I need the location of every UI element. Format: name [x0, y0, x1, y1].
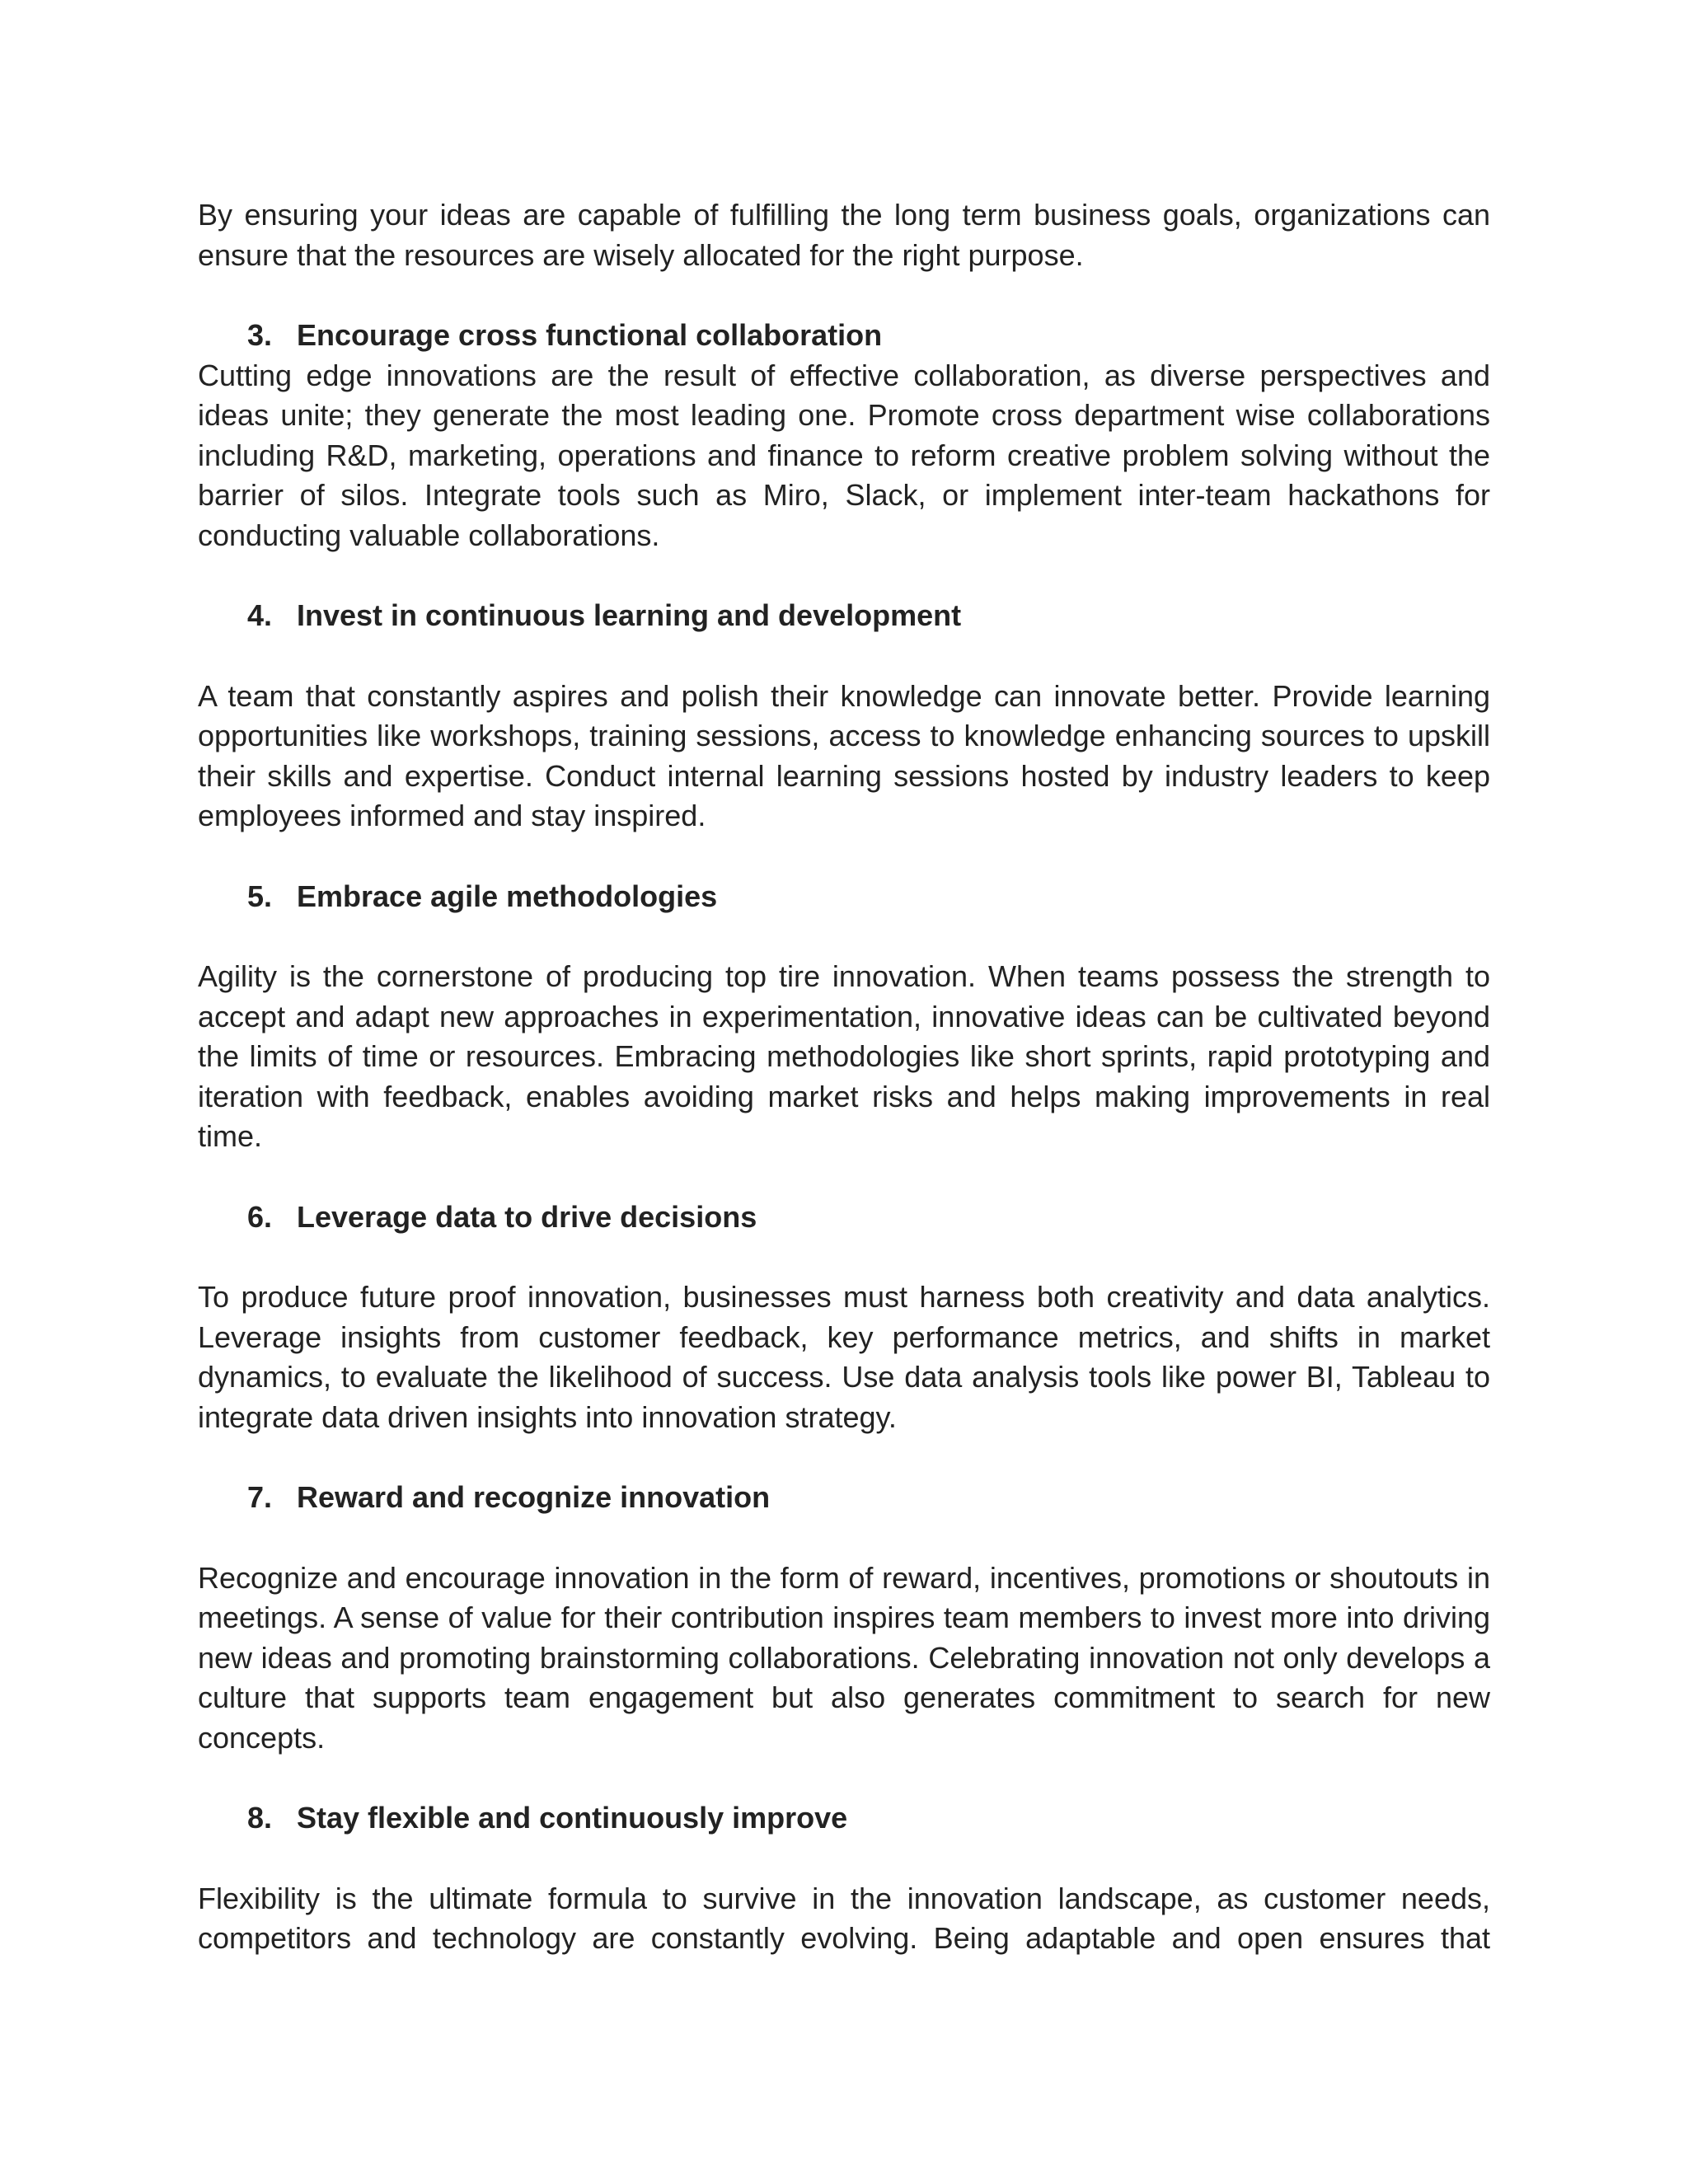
spacer: [198, 916, 1490, 957]
section-title: Leverage data to drive decisions: [297, 1199, 757, 1234]
section-paragraph: A team that constantly aspires and polish their knowledge can innovate better. Provide learning opportunities like workshops, training sessions, access to knowledge enhancing sources to upskill their skills and expertise. Conduct internal learning sessions hosted by industry leaders to keep employees informed and stay inspired.: [198, 678, 1490, 832]
section-paragraph: Flexibility is the ultimate formula to survive in the innovation landscape, as customer needs, competitors and technology are constantly evolving. Being adaptable and open ensures that: [198, 1881, 1490, 1955]
document-body: [198, 195, 1490, 1959]
section-paragraph: Agility is the cornerstone of producing top tire innovation. When teams possess the strength to accept and adapt new approaches in experimentation, innovative ideas can be cultivated beyond the limits of time or resources. Embracing methodologies like short sprints, rapid prototyping and iteration with feedback, enables avoiding market risks and helps making improvements in real time.: [198, 959, 1490, 1153]
section-number: 8.: [247, 1801, 273, 1835]
section-heading: [198, 316, 1490, 356]
section-title: Stay flexible and continuously improve: [297, 1801, 848, 1835]
section-heading: [198, 1478, 1490, 1518]
section-number: 6.: [247, 1199, 273, 1234]
section-heading: [198, 1798, 1490, 1839]
section-title: Encourage cross functional collaboration: [297, 318, 883, 352]
intro-paragraph: By ensuring your ideas are capable of fulfilling the long term business goals, organizations can ensure that the resources are wisely allocated for the right purpose.: [198, 198, 1490, 272]
spacer: [198, 275, 1490, 316]
spacer: [198, 1839, 1490, 1879]
section-number: 7.: [247, 1480, 273, 1514]
spacer: [198, 1237, 1490, 1277]
section-heading: [198, 1197, 1490, 1238]
section-heading: [198, 596, 1490, 636]
section-number: 5.: [247, 879, 273, 913]
section-number: 4.: [247, 598, 273, 632]
section-paragraph: Cutting edge innovations are the result of effective collaboration, as diverse perspectives and ideas unite; they generate the most leading one. Promote cross department wise collaborations including R&D, marketing, operations and finance to reform creative problem solving without the barrier of silos. Integrate tools such as Miro, Slack, or implement inter-team hackathons for conducting valuable collaborations.: [198, 358, 1490, 552]
spacer: [198, 555, 1490, 596]
spacer: [198, 837, 1490, 877]
section-title: Reward and recognize innovation: [297, 1480, 771, 1514]
section-title: Embrace agile methodologies: [297, 879, 718, 913]
spacer: [198, 1758, 1490, 1798]
spacer: [198, 1157, 1490, 1197]
section-heading: [198, 877, 1490, 917]
spacer: [198, 636, 1490, 677]
spacer: [198, 1437, 1490, 1478]
section-paragraph: To produce future proof innovation, businesses must harness both creativity and data analytics. Leverage insights from customer feedback, key performance metrics, and shifts in market dynamics, to evaluate the likelihood of success. Use data analysis tools like power BI, Tableau to integrate data driven insights into innovation strategy.: [198, 1280, 1490, 1434]
section-number: 3.: [247, 318, 273, 352]
spacer: [198, 1518, 1490, 1558]
section-title: Invest in continuous learning and development: [297, 598, 962, 632]
section-paragraph: Recognize and encourage innovation in the form of reward, incentives, promotions or shoutouts in meetings. A sense of value for their contribution inspires team members to invest more into driving new ideas and promoting brainstorming collaborations. Celebrating innovation not only develops a culture that supports team engagement but also generates commitment to search for new concepts.: [198, 1560, 1490, 1755]
